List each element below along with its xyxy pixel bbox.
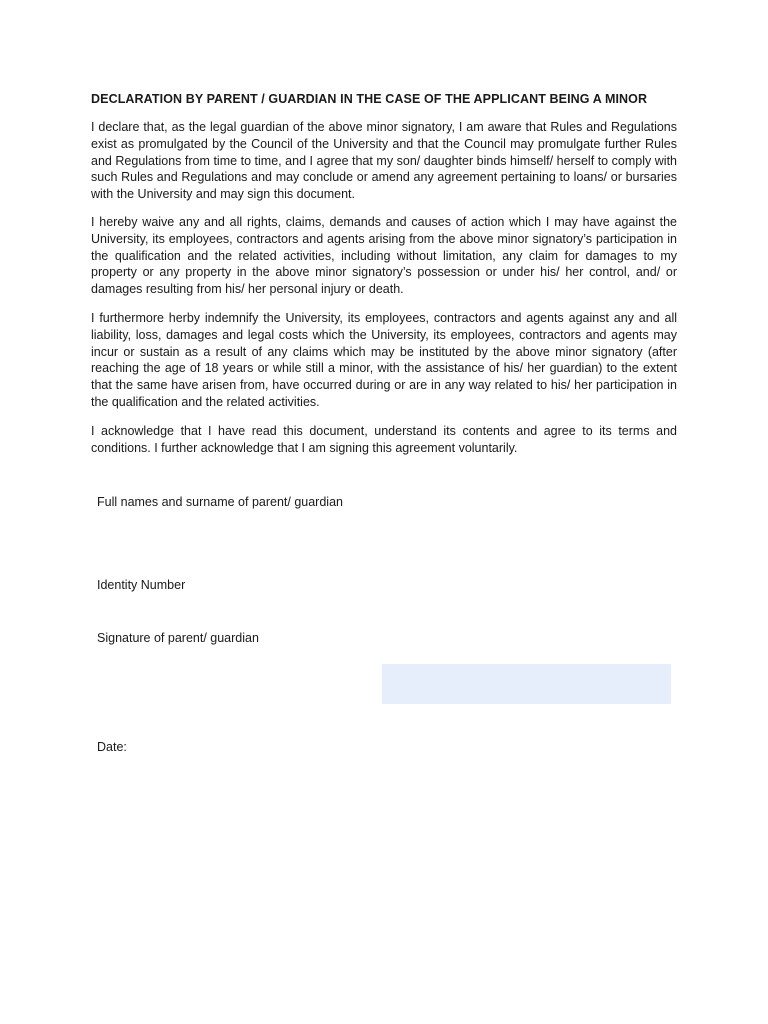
signature-field[interactable] xyxy=(382,664,671,704)
paragraph-indemnity: I furthermore herby indemnify the University, its employees, contractors and agents against any and all liability, loss, damages and legal costs which the University, its employees, contractors and agents may incur or sustain as a result of any claims which may be instituted by the above minor signatory (after reaching the age of 18 years or while still a minor, with the assistance of his/ her guardian) to the extent that the same have arisen from, have occurred during or are in any way related to his/ her participation in the qualification and the related activities. xyxy=(91,311,677,409)
identity-number-label: Identity Number xyxy=(97,578,186,592)
date-label: Date: xyxy=(97,740,127,754)
document-title: DECLARATION BY PARENT / GUARDIAN IN THE CASE OF THE APPLICANT BEING A MINOR xyxy=(91,92,648,106)
paragraph-rules-declaration: I declare that, as the legal guardian of the above minor signatory, I am aware that Rules and Regulations exist as promulgated by the Council of the University and that the Council may promulgate further Rules and Regulations from time to time, and I agree that my son/ daughter binds himself/ herself to comply with such Rules and Regulations and may conclude or amend any agreement pertaining to loans/ or bursaries with the University and may sign this document. xyxy=(91,120,677,202)
full-names-label: Full names and surname of parent/ guardian xyxy=(97,495,343,509)
paragraph-waiver: I hereby waive any and all rights, claims, demands and causes of action which I may have against the University, its employees, contractors and agents arising from the above minor signatory’s participation in the qualification and the related activities, including without limitation, any claim for damages to my property or any property in the above minor signatory’s possession or under his/ her control, and/ or damages resulting from his/ her personal injury or death. xyxy=(91,215,677,297)
paragraph-acknowledgement: I acknowledge that I have read this document, understand its contents and agree to its terms and conditions. I further acknowledge that I am signing this agreement voluntarily. xyxy=(91,424,677,455)
signature-label: Signature of parent/ guardian xyxy=(97,631,259,645)
